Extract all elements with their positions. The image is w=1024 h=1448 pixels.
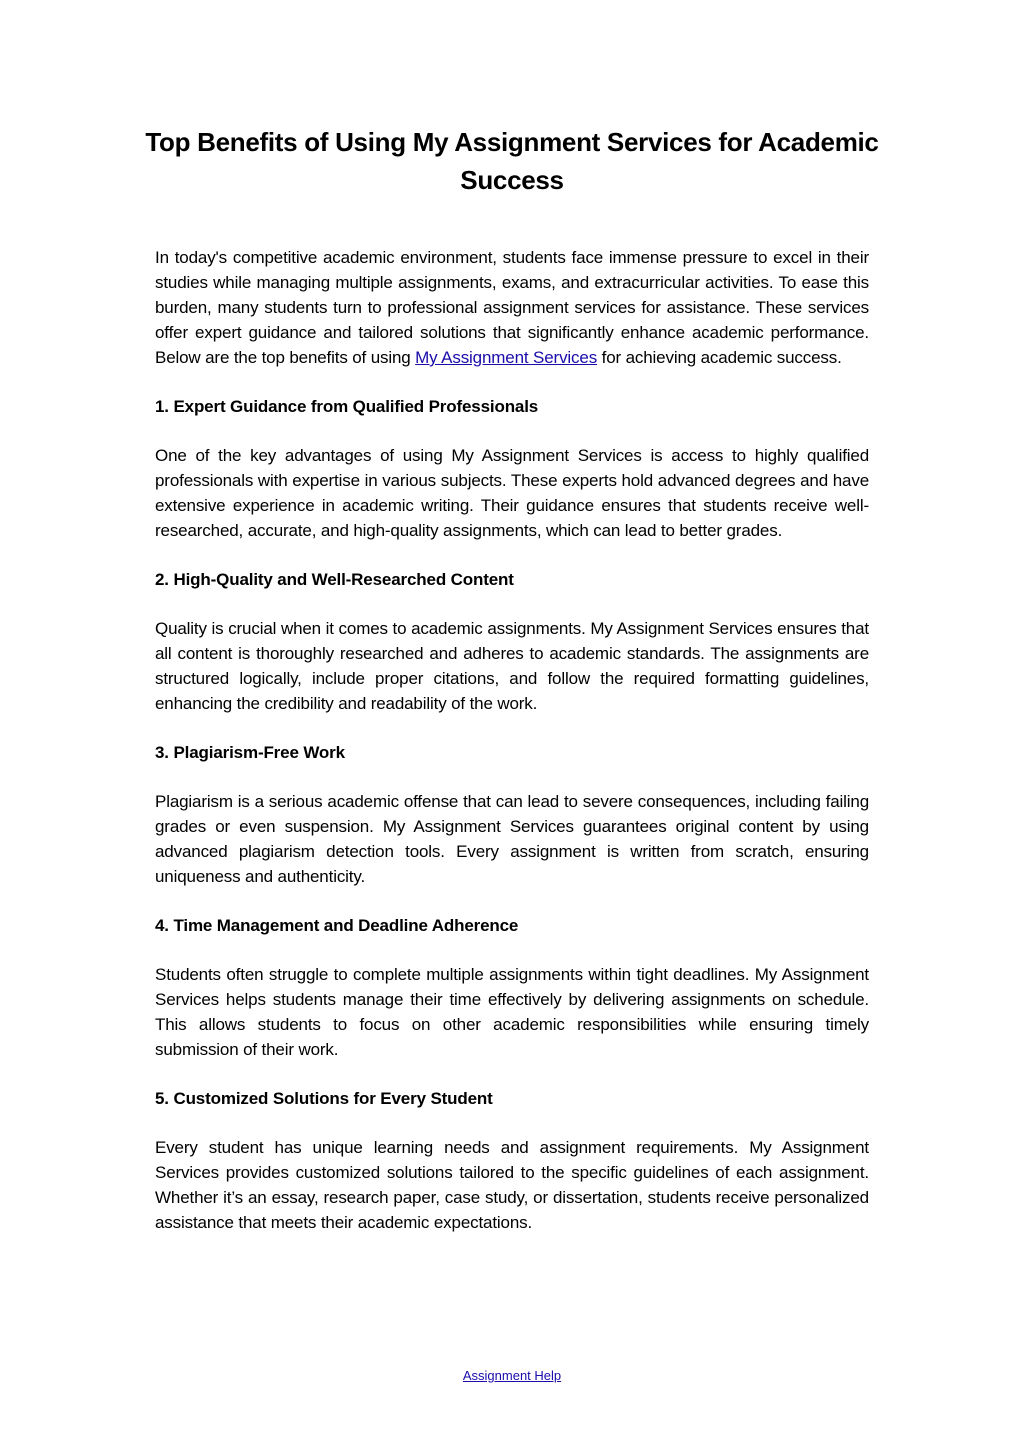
document-body xyxy=(155,245,869,1235)
section-heading-time-management: 4. Time Management and Deadline Adherence xyxy=(155,916,519,935)
spacer xyxy=(155,1111,869,1135)
section-body-expert-guidance: One of the key advantages of using My Assignment Services is access to highly qualified professionals with expertise in various subjects. These experts hold advanced degrees and have extensive experience in academic writing. Their guidance ensures that students receive well-researched, accurate, and high-quality assignments, which can lead to better grades. xyxy=(155,446,869,540)
intro-text-after-link: for achieving academic success. xyxy=(597,348,842,367)
section-body-plagiarism-free: Plagiarism is a serious academic offense that can lead to severe consequences, including failing grades or even suspension. My Assignment Services guarantees original content by using advanced plagiarism detection tools. Every assignment is written from scratch, ensuring uniqueness and authenticity. xyxy=(155,792,869,886)
page-footer xyxy=(0,1367,1024,1385)
spacer xyxy=(155,592,869,616)
spacer xyxy=(155,1062,869,1086)
my-assignment-services-link[interactable]: My Assignment Services xyxy=(415,348,598,367)
page-title: Top Benefits of Using My Assignment Services for Academic Success xyxy=(145,127,879,195)
section-body-customized-solutions: Every student has unique learning needs and assignment requirements. My Assignment Services provides customized solutions tailored to the specific guidelines of each assignment. Whether it’s an essay, research paper, case study, or dissertation, students receive personalized assistance that meets their academic expectations. xyxy=(155,1138,869,1232)
intro-paragraph xyxy=(155,245,869,370)
section-body-time-management: Students often struggle to complete multiple assignments within tight deadlines. My Assignment Services helps students manage their time effectively by delivering assignments on schedule. This allows students to focus on other academic responsibilities while ensuring timely submission of their work. xyxy=(155,965,869,1059)
spacer xyxy=(155,370,869,394)
section-heading-plagiarism-free: 3. Plagiarism-Free Work xyxy=(155,743,345,762)
spacer xyxy=(155,765,869,789)
section-heading-expert-guidance: 1. Expert Guidance from Qualified Professionals xyxy=(155,397,539,416)
spacer xyxy=(155,938,869,962)
section-heading-high-quality: 2. High-Quality and Well-Researched Content xyxy=(155,570,514,589)
spacer xyxy=(155,716,869,740)
spacer xyxy=(155,889,869,913)
section-body-high-quality: Quality is crucial when it comes to academic assignments. My Assignment Services ensures that all content is thoroughly researched and adheres to academic standards. The assignments are structured logically, include proper citations, and follow the required formatting guidelines, enhancing the credibility and readability of the work. xyxy=(155,619,869,713)
intro-text-before-link: In today's competitive academic environment, students face immense pressure to excel in their studies while managing multiple assignments, exams, and extracurricular activities. To ease this burden, many students turn to professional assignment services for assistance. These services offer expert guidance and tailored solutions that significantly enhance academic performance. Below are the top benefits of using xyxy=(155,248,869,367)
section-heading-customized-solutions: 5. Customized Solutions for Every Student xyxy=(155,1089,493,1108)
spacer xyxy=(155,419,869,443)
spacer xyxy=(155,543,869,567)
assignment-help-link[interactable]: Assignment Help xyxy=(462,1368,562,1383)
